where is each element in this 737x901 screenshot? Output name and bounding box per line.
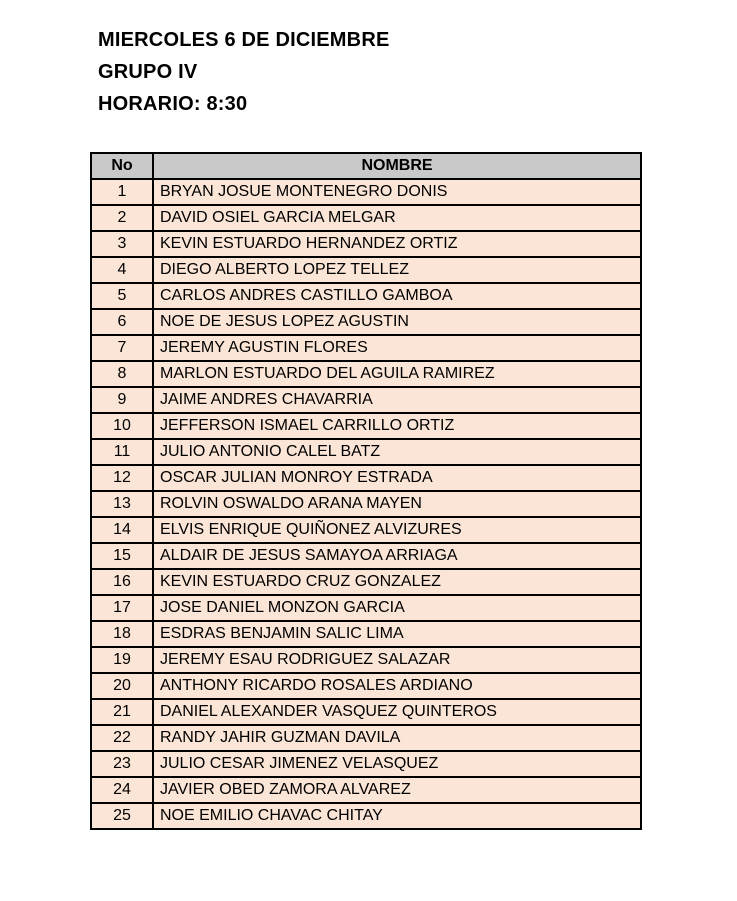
row-number-cell: 21 — [91, 699, 153, 725]
roster-table — [90, 152, 642, 830]
row-number-cell: 3 — [91, 231, 153, 257]
table-row — [91, 699, 641, 725]
row-number-cell: 6 — [91, 309, 153, 335]
column-header-no: No — [91, 153, 153, 179]
table-row — [91, 335, 641, 361]
row-number-cell: 24 — [91, 777, 153, 803]
table-row — [91, 413, 641, 439]
row-name-cell: KEVIN ESTUARDO HERNANDEZ ORTIZ — [153, 231, 641, 257]
table-row — [91, 673, 641, 699]
table-row — [91, 205, 641, 231]
row-name-cell: DANIEL ALEXANDER VASQUEZ QUINTEROS — [153, 699, 641, 725]
roster-table-body — [91, 179, 641, 829]
table-row — [91, 517, 641, 543]
table-row — [91, 179, 641, 205]
row-number-cell: 12 — [91, 465, 153, 491]
row-name-cell: DAVID OSIEL GARCIA MELGAR — [153, 205, 641, 231]
row-number-cell: 19 — [91, 647, 153, 673]
table-row — [91, 595, 641, 621]
row-name-cell: NOE DE JESUS LOPEZ AGUSTIN — [153, 309, 641, 335]
title-group: GRUPO IV — [98, 61, 198, 83]
row-number-cell: 16 — [91, 569, 153, 595]
row-name-cell: JEREMY ESAU RODRIGUEZ SALAZAR — [153, 647, 641, 673]
row-number-cell: 5 — [91, 283, 153, 309]
row-number-cell: 4 — [91, 257, 153, 283]
row-number-cell: 22 — [91, 725, 153, 751]
row-name-cell: ROLVIN OSWALDO ARANA MAYEN — [153, 491, 641, 517]
row-name-cell: JAVIER OBED ZAMORA ALVAREZ — [153, 777, 641, 803]
row-number-cell: 14 — [91, 517, 153, 543]
row-name-cell: JEFFERSON ISMAEL CARRILLO ORTIZ — [153, 413, 641, 439]
roster-table-header — [91, 153, 641, 179]
row-number-cell: 1 — [91, 179, 153, 205]
table-row — [91, 751, 641, 777]
table-row — [91, 725, 641, 751]
table-row — [91, 647, 641, 673]
row-name-cell: ELVIS ENRIQUE QUIÑONEZ ALVIZURES — [153, 517, 641, 543]
row-number-cell: 11 — [91, 439, 153, 465]
row-name-cell: NOE EMILIO CHAVAC CHITAY — [153, 803, 641, 829]
table-row — [91, 387, 641, 413]
row-name-cell: DIEGO ALBERTO LOPEZ TELLEZ — [153, 257, 641, 283]
row-name-cell: BRYAN JOSUE MONTENEGRO DONIS — [153, 179, 641, 205]
header-row — [91, 153, 641, 179]
row-number-cell: 7 — [91, 335, 153, 361]
table-row — [91, 777, 641, 803]
row-number-cell: 17 — [91, 595, 153, 621]
row-name-cell: JULIO CESAR JIMENEZ VELASQUEZ — [153, 751, 641, 777]
row-name-cell: OSCAR JULIAN MONROY ESTRADA — [153, 465, 641, 491]
table-row — [91, 569, 641, 595]
row-number-cell: 8 — [91, 361, 153, 387]
row-name-cell: ANTHONY RICARDO ROSALES ARDIANO — [153, 673, 641, 699]
row-number-cell: 18 — [91, 621, 153, 647]
table-row — [91, 283, 641, 309]
row-name-cell: JULIO ANTONIO CALEL BATZ — [153, 439, 641, 465]
table-row — [91, 543, 641, 569]
table-row — [91, 361, 641, 387]
row-number-cell: 15 — [91, 543, 153, 569]
row-number-cell: 9 — [91, 387, 153, 413]
row-name-cell: KEVIN ESTUARDO CRUZ GONZALEZ — [153, 569, 641, 595]
table-row — [91, 309, 641, 335]
row-name-cell: JAIME ANDRES CHAVARRIA — [153, 387, 641, 413]
row-name-cell: ALDAIR DE JESUS SAMAYOA ARRIAGA — [153, 543, 641, 569]
table-row — [91, 231, 641, 257]
title-block — [98, 24, 390, 120]
row-name-cell: RANDY JAHIR GUZMAN DAVILA — [153, 725, 641, 751]
table-row — [91, 439, 641, 465]
title-date: MIERCOLES 6 DE DICIEMBRE — [98, 29, 390, 51]
row-name-cell: JOSE DANIEL MONZON GARCIA — [153, 595, 641, 621]
table-row — [91, 257, 641, 283]
table-row — [91, 621, 641, 647]
table-row — [91, 803, 641, 829]
row-number-cell: 25 — [91, 803, 153, 829]
row-number-cell: 13 — [91, 491, 153, 517]
title-schedule: HORARIO: 8:30 — [98, 93, 248, 115]
row-number-cell: 2 — [91, 205, 153, 231]
row-name-cell: MARLON ESTUARDO DEL AGUILA RAMIREZ — [153, 361, 641, 387]
column-header-nombre: NOMBRE — [153, 153, 641, 179]
row-name-cell: CARLOS ANDRES CASTILLO GAMBOA — [153, 283, 641, 309]
row-name-cell: ESDRAS BENJAMIN SALIC LIMA — [153, 621, 641, 647]
table-row — [91, 465, 641, 491]
row-number-cell: 10 — [91, 413, 153, 439]
row-name-cell: JEREMY AGUSTIN FLORES — [153, 335, 641, 361]
table-row — [91, 491, 641, 517]
row-number-cell: 20 — [91, 673, 153, 699]
row-number-cell: 23 — [91, 751, 153, 777]
